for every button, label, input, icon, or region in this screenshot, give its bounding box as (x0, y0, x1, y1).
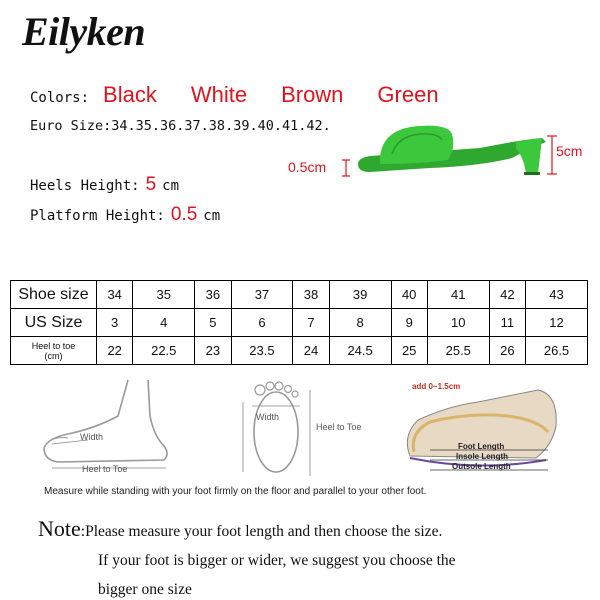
heels-value: 5 (145, 174, 157, 195)
table-cell: 37 (231, 281, 293, 309)
row-header-us-size: US Size (11, 309, 97, 337)
measure-caption: Measure while standing with your foot firmly on the floor and parallel to your other foot. (44, 486, 427, 497)
add-allowance-label: add 0~1.5cm (412, 382, 461, 391)
shoe-illustration (280, 118, 600, 198)
table-cell: 35 (133, 281, 195, 309)
foot-length-label: Foot Length (458, 442, 505, 451)
table-cell: 36 (195, 281, 231, 309)
platform-value: 0.5 (170, 204, 198, 225)
row-header-heel-to-toe (11, 337, 97, 365)
table-cell: 25 (391, 337, 427, 365)
heel-to-toe-label: Heel to toe (31, 340, 76, 351)
table-cell: 34 (97, 281, 133, 309)
table-cell: 43 (526, 281, 588, 309)
note-line-1 (38, 514, 456, 546)
heel-height-label: 5cm (556, 143, 583, 159)
width-label-side: Width (80, 432, 104, 442)
width-label-sole: Width (256, 412, 280, 422)
table-cell: 3 (97, 309, 133, 337)
table-cell: 24.5 (329, 337, 391, 365)
table-row (11, 281, 588, 309)
table-cell: 12 (526, 309, 588, 337)
color-option-green: Green (377, 82, 439, 107)
note-text-2: If your foot is bigger or wider, we suggest you choose the (98, 552, 456, 569)
table-cell: 9 (391, 309, 427, 337)
heel-to-toe-label-sole: Heel to Toe (316, 422, 362, 432)
table-cell: 7 (293, 309, 329, 337)
heel-to-toe-unit: (cm) (44, 350, 63, 361)
table-cell: 11 (489, 309, 525, 337)
table-cell: 6 (231, 309, 293, 337)
note-text-1: :Please measure your foot length and then choose the size. (80, 523, 443, 540)
table-row (11, 309, 588, 337)
color-option-black: Black (103, 82, 157, 107)
colors-label: Colors: (30, 90, 90, 106)
insole-length-label: Insole Length (456, 452, 508, 461)
table-cell: 40 (391, 281, 427, 309)
color-option-brown: Brown (281, 82, 344, 107)
table-cell: 26.5 (526, 337, 588, 365)
size-note (38, 514, 456, 600)
table-cell: 22 (97, 337, 133, 365)
brand-logo: Eilyken (22, 9, 146, 54)
table-cell: 25.5 (427, 337, 489, 365)
heels-unit: cm (162, 178, 180, 194)
row-header-shoe-size: Shoe size (11, 281, 97, 309)
outsole-length-label: Outsole Length (452, 462, 511, 471)
table-cell: 23.5 (231, 337, 293, 365)
heels-label: Heels Height: (30, 178, 140, 194)
table-cell: 23 (195, 337, 231, 365)
table-cell: 10 (427, 309, 489, 337)
measurement-guide (38, 376, 568, 484)
table-cell: 26 (489, 337, 525, 365)
platform-height-label: 0.5cm (288, 159, 327, 175)
heels-height-row (30, 174, 179, 196)
note-text-3: bigger one size (98, 581, 192, 598)
table-cell: 4 (133, 309, 195, 337)
table-cell: 38 (293, 281, 329, 309)
table-cell: 8 (329, 309, 391, 337)
euro-size-text: Euro Size:34.35.36.37.38.39.40.41.42. (30, 118, 331, 134)
platform-unit: cm (203, 208, 221, 224)
table-cell: 39 (329, 281, 391, 309)
table-cell: 22.5 (133, 337, 195, 365)
table-cell: 5 (195, 309, 231, 337)
color-option-white: White (190, 82, 248, 107)
platform-label: Platform Height: (30, 208, 165, 224)
table-cell: 24 (293, 337, 329, 365)
table-row (11, 337, 588, 365)
platform-height-row (30, 204, 220, 226)
colors-row (30, 82, 459, 108)
table-cell: 42 (489, 281, 525, 309)
heel-to-toe-label-side: Heel to Toe (82, 464, 128, 474)
shoe-sandal-icon (280, 118, 600, 198)
note-label: Note (38, 516, 81, 541)
size-chart-table (10, 280, 588, 365)
table-cell: 41 (427, 281, 489, 309)
